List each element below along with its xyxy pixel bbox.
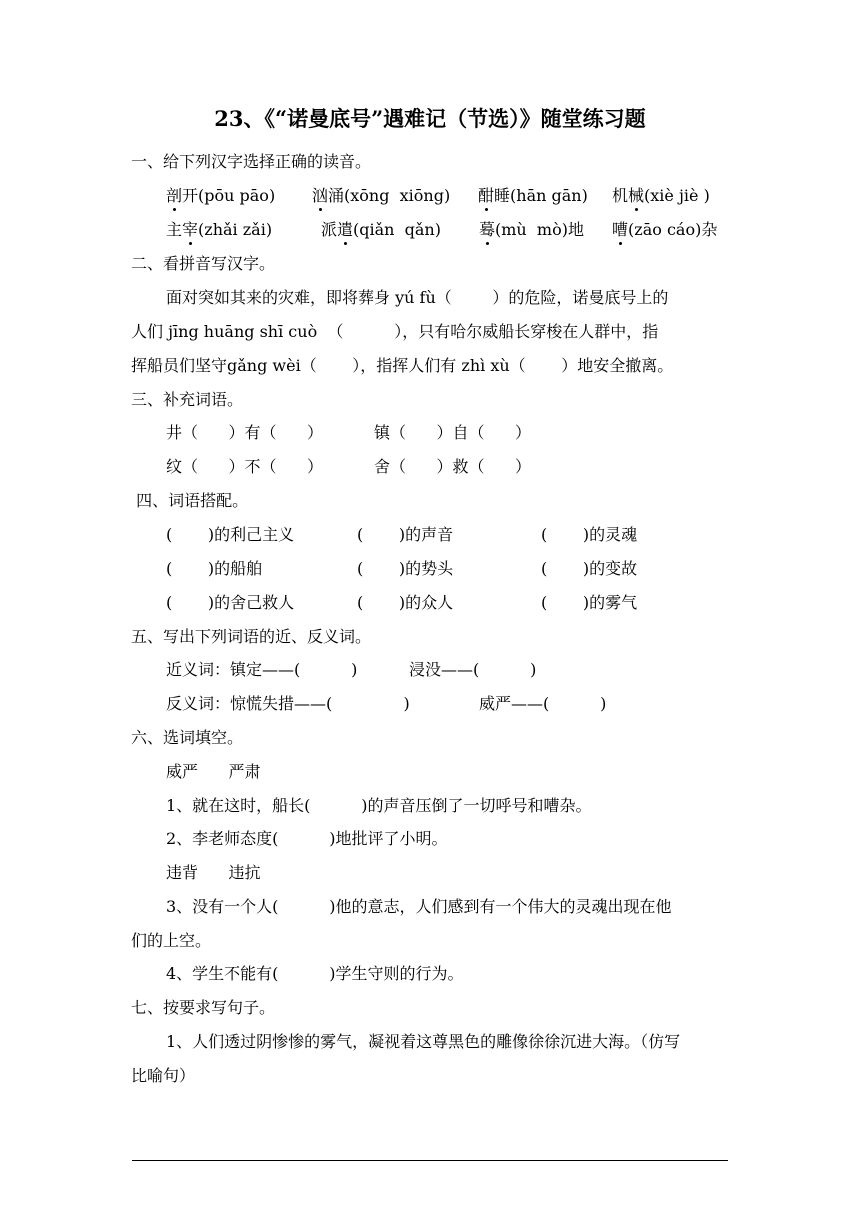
collocation-blank: ( )的势头: [357, 559, 454, 578]
collocation-blank: ( )的灵魂: [541, 525, 638, 544]
sentence-question-1: 1、人们透过阴惨惨的雾气，凝视着这尊黑色的雕像徐徐沉进大海。（仿写: [166, 1032, 681, 1051]
antonym-blank: 威严——( ): [479, 694, 607, 713]
collocation-blank: ( )的雾气: [541, 593, 638, 612]
pinyin-line-1: 面对突如其来的灾难，即将葬身 yú fù（ ）的危险，诺曼底号上的: [166, 288, 669, 307]
idiom-blank: 舍（ ）救（ ）: [374, 457, 532, 476]
pinyin-line-2: 人们 jīng huāng shī cuò （ ），只有哈尔威船长穿梭在人群中，指: [131, 322, 659, 341]
synonym-blank: 浸没——( ): [409, 660, 537, 679]
reading-item-7: 蓦(mù mò)地: [479, 220, 584, 239]
fill-question-1: 1、就在这时，船长( )的声音压倒了一切呼号和嘈杂。: [166, 796, 592, 815]
dotted-char: 酣: [478, 186, 495, 205]
collocation-blank: ( )的船舶: [166, 559, 263, 578]
dotted-char: 嘈: [612, 220, 629, 239]
collocation-blank: ( )的舍己救人: [166, 593, 295, 612]
dotted-char: 械: [628, 186, 645, 205]
idiom-blank: 镇（ ）自（ ）: [374, 423, 532, 442]
section7-heading: 七、按要求写句子。: [131, 998, 276, 1017]
pinyin-line-3: 挥船员们坚守gǎng wèi（ ），指挥人们有 zhì xù（ ）地安全撤离。: [131, 356, 674, 375]
section1-heading: 一、给下列汉字选择正确的读音。: [131, 152, 372, 171]
reading-item-2: 汹涌(xōng xiōng): [312, 186, 451, 205]
fill-question-3: 3、没有一个人( )他的意志，人们感到有一个伟大的灵魂出现在他: [166, 897, 672, 916]
collocation-blank: ( )的声音: [357, 525, 454, 544]
sentence-question-1-cont: 比喻句）: [131, 1066, 196, 1085]
page-title: 23、《“诺曼底号”遇难记（节选）》随堂练习题: [214, 106, 646, 131]
reading-item-6: 派遣(qiǎn qǎn): [321, 220, 441, 239]
reading-item-5: 主宰(zhǎi zǎi): [166, 220, 273, 239]
fill-question-2: 2、李老师态度( )地批评了小明。: [166, 829, 448, 848]
reading-item-4: 机械(xiè jiè ): [612, 186, 710, 205]
antonym-blank: 反义词：惊慌失措——( ): [166, 694, 410, 713]
word-choices-2: 违背 违抗: [166, 863, 261, 882]
synonym-blank: 近义词：镇定——( ): [166, 660, 358, 679]
reading-item-1: 剖开(pōu pāo): [166, 186, 276, 205]
idiom-blank: 纹（ ）不（ ）: [166, 457, 324, 476]
section2-heading: 二、看拼音写汉字。: [131, 254, 276, 273]
reading-item-3: 酣睡(hān gān): [478, 186, 588, 205]
section3-heading: 三、补充词语。: [131, 390, 244, 409]
dotted-char: 蓦: [479, 220, 496, 239]
section6-heading: 六、选词填空。: [131, 728, 244, 747]
footer-rule: [132, 1160, 728, 1161]
section5-heading: 五、写出下列词语的近、反义词。: [131, 627, 372, 646]
fill-question-3-cont: 们的上空。: [131, 931, 212, 950]
dotted-char: 遣: [337, 220, 354, 239]
dotted-char: 剖: [166, 186, 183, 205]
section4-heading: 四、词语搭配。: [131, 491, 249, 510]
idiom-blank: 井（ ）有（ ）: [166, 423, 324, 442]
fill-question-4: 4、学生不能有( )学生守则的行为。: [166, 964, 464, 983]
collocation-blank: ( )的众人: [357, 593, 454, 612]
word-choices-1: 威严 严肃: [166, 762, 261, 781]
collocation-blank: ( )的变故: [541, 559, 638, 578]
dotted-char: 汹: [312, 186, 329, 205]
reading-item-8: 嘈(zāo cáo)杂: [612, 220, 718, 239]
collocation-blank: ( )的利己主义: [166, 525, 295, 544]
dotted-char: 宰: [182, 220, 199, 239]
